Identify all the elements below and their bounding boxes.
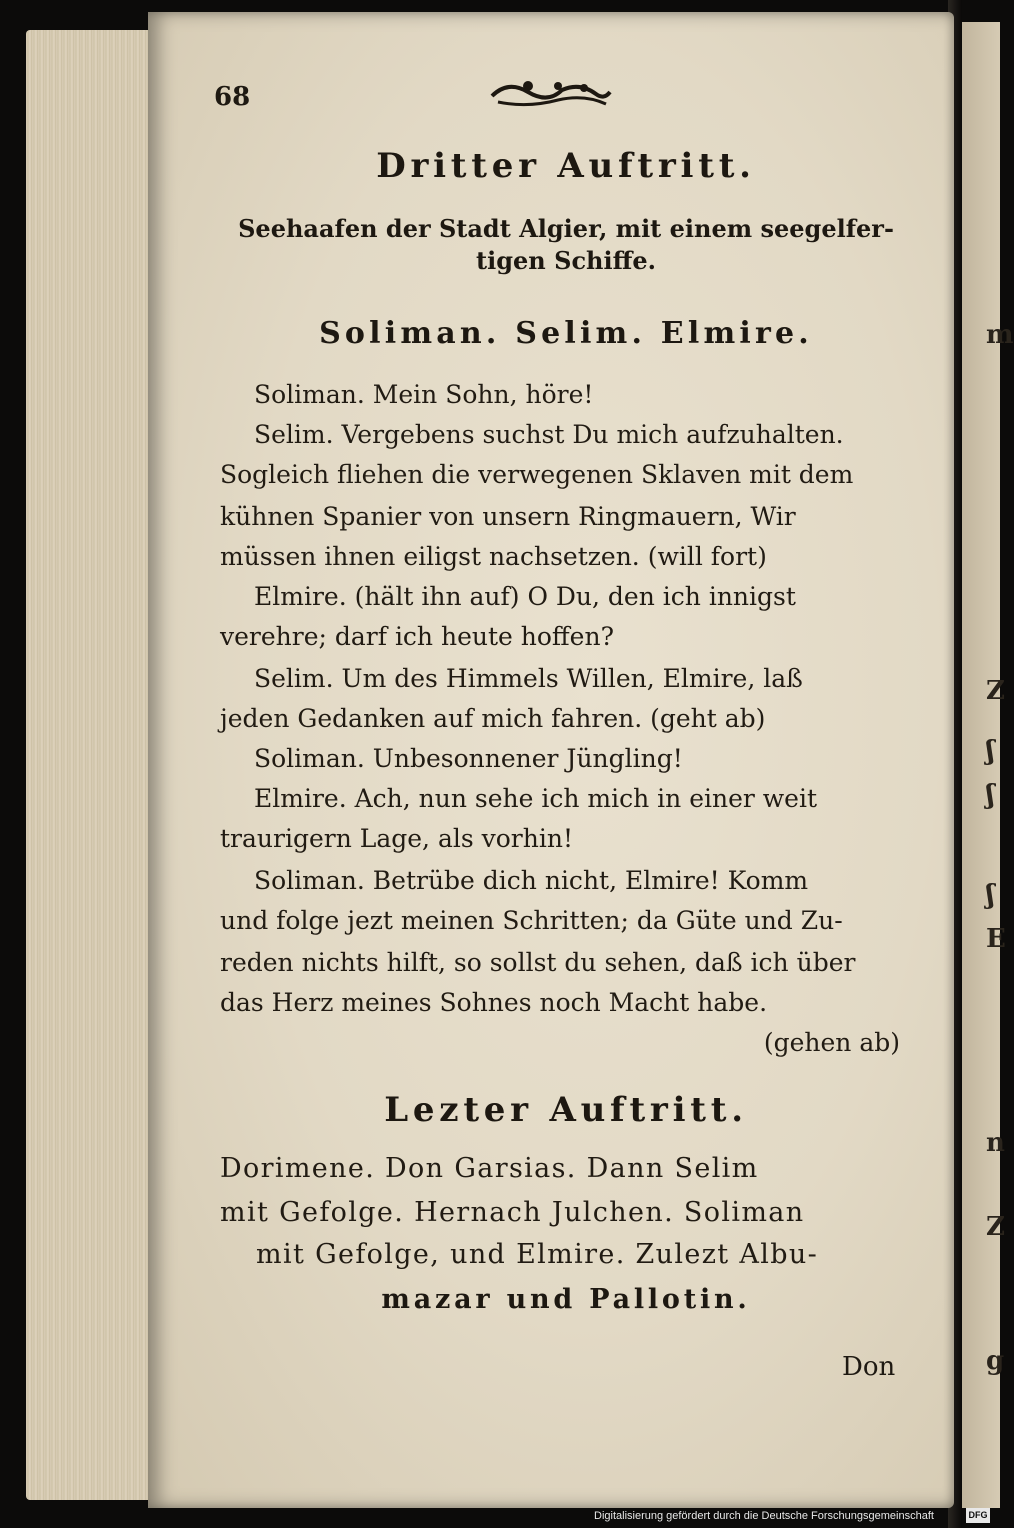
- scene-title: Dritter Auftritt.: [376, 146, 756, 186]
- dialogue-line: [254, 380, 593, 410]
- last-cast-line: Dorimene. Don Garsias. Dann Selim: [220, 1153, 759, 1184]
- speech-text: Ach, nun sehe ich mich in einer weit: [354, 784, 818, 813]
- printer-ornament-icon: [488, 74, 614, 110]
- last-cast-line: mit Gefolge, und Elmire. Zulezt Albu-: [256, 1239, 819, 1270]
- speech-text: Um des Himmels Willen, Elmire, laß: [341, 664, 803, 693]
- speech-text: Unbesonnener Jüngling!: [372, 744, 683, 773]
- speaker-name: Soliman.: [254, 866, 365, 895]
- dfg-logo: DFG: [966, 1508, 990, 1523]
- dialogue-line: [254, 582, 796, 612]
- dialogue-line: Sogleich fliehen die verwegenen Sklaven mit dem: [220, 460, 854, 489]
- speaker-name: Selim.: [254, 420, 334, 449]
- last-scene-title: Lezter Auftritt.: [384, 1090, 748, 1130]
- setting-line-1: Seehaafen der Stadt Algier, mit einem seegelfer-: [238, 214, 894, 243]
- speech-text: Mein Sohn, höre!: [372, 380, 594, 409]
- dialogue-line: [254, 664, 803, 694]
- dialogue-line: [254, 744, 683, 774]
- last-cast-line: mazar und Pallotin.: [381, 1284, 751, 1315]
- footer-credit: Digitalisierung gefördert durch die Deutsche Forschungsgemeinschaft: [594, 1510, 934, 1522]
- stage-direction: (gehen ab): [763, 1028, 900, 1057]
- dialogue-line: reden nichts hilft, so sollst du sehen, daß ich über: [220, 948, 856, 977]
- dialogue-line: jeden Gedanken auf mich fahren. (geht ab): [220, 704, 766, 733]
- adjacent-page-glyph: m: [986, 320, 1014, 350]
- adjacent-page-glyph: Z: [986, 1212, 1005, 1242]
- speaker-name: Soliman.: [254, 380, 365, 409]
- page-number: 68: [214, 82, 251, 112]
- setting-line-2: tigen Schiffe.: [476, 246, 656, 275]
- adjacent-page-glyph: Z: [986, 676, 1005, 706]
- adjacent-page-glyph: ʃ: [986, 880, 995, 910]
- speaker-name: Elmire.: [254, 784, 347, 813]
- adjacent-page-glyph: n: [986, 1128, 1005, 1158]
- dialogue-line: [254, 866, 808, 896]
- adjacent-page-glyph: E: [986, 924, 1006, 954]
- catchword: Don: [842, 1352, 896, 1382]
- dialogue-line: verehre; darf ich heute hoffen?: [220, 622, 614, 651]
- dialogue-line: das Herz meines Sohnes noch Macht habe.: [220, 988, 768, 1017]
- speech-text: Betrübe dich nicht, Elmire! Komm: [372, 866, 809, 895]
- dialogue-line: [254, 420, 844, 450]
- dialogue-line: traurigern Lage, als vorhin!: [220, 824, 573, 853]
- speaker-name: Elmire.: [254, 582, 347, 611]
- dialogue-line: müssen ihnen eiligst nachsetzen. (will fort): [220, 542, 767, 571]
- speaker-name: Selim.: [254, 664, 334, 693]
- adjacent-page-glyph: ʃ: [986, 736, 995, 766]
- last-cast-line: mit Gefolge. Hernach Julchen. Soliman: [220, 1197, 805, 1228]
- book-page-edges: [26, 30, 158, 1500]
- adjacent-page-glyph: ʃ: [986, 780, 995, 810]
- adjacent-page-glyph: g: [986, 1346, 1005, 1376]
- dialogue-line: und folge jezt meinen Schritten; da Güte und Zu-: [220, 906, 843, 935]
- cast-list: Soliman. Selim. Elmire.: [319, 316, 813, 351]
- speaker-name: Soliman.: [254, 744, 365, 773]
- speech-text: (hält ihn auf) O Du, den ich innigst: [354, 582, 796, 611]
- speech-text: Vergebens suchst Du mich aufzuhalten.: [341, 420, 844, 449]
- dialogue-line: [254, 784, 817, 814]
- dialogue-line: kühnen Spanier von unsern Ringmauern, Wir: [220, 502, 796, 531]
